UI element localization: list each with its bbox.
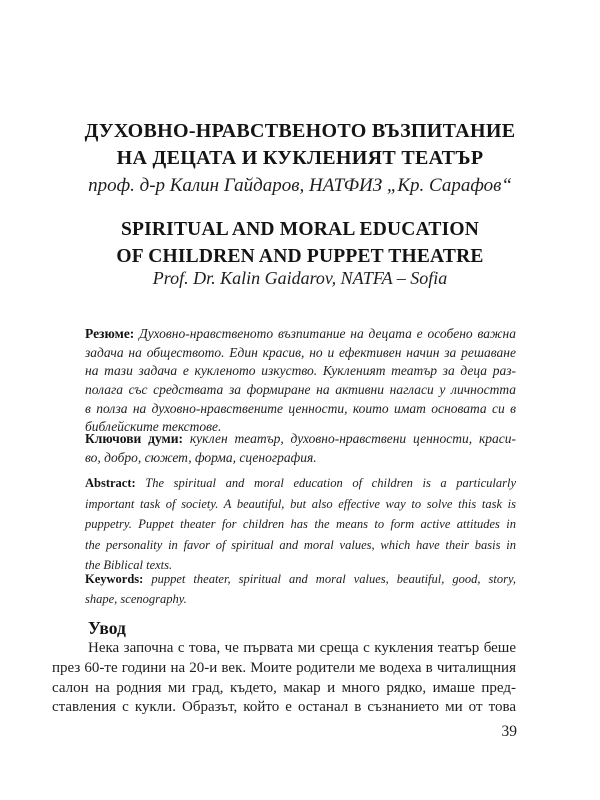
author-line-bulgarian: проф. д-р Калин Гайдаров, НАТФИЗ „Кр. Сарафов“ [88, 175, 512, 196]
text-line: библейските текстове. [85, 419, 222, 435]
article-title-bulgarian [0, 118, 600, 172]
text-line: the Biblical texts. [85, 558, 173, 573]
text-line: задача на обществото. Един красив, но и ефективен начин за решаване [85, 344, 516, 360]
paragraph-label: Резюме: [85, 326, 135, 341]
article-title-english [0, 216, 600, 270]
introduction-paragraph [52, 639, 516, 718]
paragraph-label: Keywords: [85, 572, 144, 586]
text-line: puppetry. Puppet theater for children has the means to form active attitudes in [85, 517, 516, 532]
text-line: shape, scenography. [85, 592, 187, 606]
title-line: OF CHILDREN AND PUPPET THEATRE [116, 246, 484, 267]
title-line: SPIRITUAL AND MORAL EDUCATION [120, 219, 480, 240]
text-line: салон на родния ми град, където, макар и много рядко, имаше пред- [52, 679, 516, 696]
text-line: Нека започна с това, че първата ми среща с кукления театър беше [88, 640, 516, 656]
text-line: Keywords: puppet theater, spiritual and moral values, beautiful, good, story, [85, 572, 516, 586]
text-line: през 60-те години на 20-и век. Моите родители ме водеха в читалищния [52, 659, 516, 676]
paragraph-label: Ключови думи: [85, 431, 183, 446]
text-line: во, добро, сюжет, форма, сценография. [85, 450, 317, 465]
section-heading-introduction: Увод [88, 618, 126, 638]
text-line: ставления с кукли. Образът, който е останал в съзнанието ми от това [52, 699, 516, 716]
keywords-bulgarian [85, 429, 516, 467]
abstract-bulgarian [85, 325, 516, 437]
text-line: в полза на духовно-нравствените ценности, които имат основата си в [85, 400, 516, 416]
text-line: important task of society. A beautiful, but also effective way to solve this task is [85, 496, 516, 511]
title-line: ДУХОВНО-НРАВСТВЕНОТО ВЪЗПИТАНИЕ [84, 120, 516, 142]
text-line: Резюме: Духовно-нравственото възпитание на децата е особено важна [85, 326, 516, 341]
abstract-english [85, 473, 516, 576]
keywords-english [85, 569, 516, 609]
page-number: 39 [501, 723, 517, 740]
title-line: НА ДЕЦАТА И КУКЛЕНИЯТ ТЕАТЪР [116, 147, 484, 169]
text-line: Ключови думи: куклен театър, духовно-нравствени ценности, краси- [85, 431, 517, 446]
text-line: полага със средствата за формиране на активни нагласи у личността [85, 382, 516, 398]
text-line: на тази задача е кукленото изкуство. Кукленият театър за деца раз- [85, 363, 516, 379]
text-line: the personality in favor of spiritual and moral values, which have their basis in [85, 537, 516, 552]
paragraph-label: Abstract: [85, 476, 136, 490]
author-line-english: Prof. Dr. Kalin Gaidarov, NATFA – Sofia [152, 268, 448, 288]
text-line: Abstract: The spiritual and moral education of children is a particularly [85, 476, 516, 490]
